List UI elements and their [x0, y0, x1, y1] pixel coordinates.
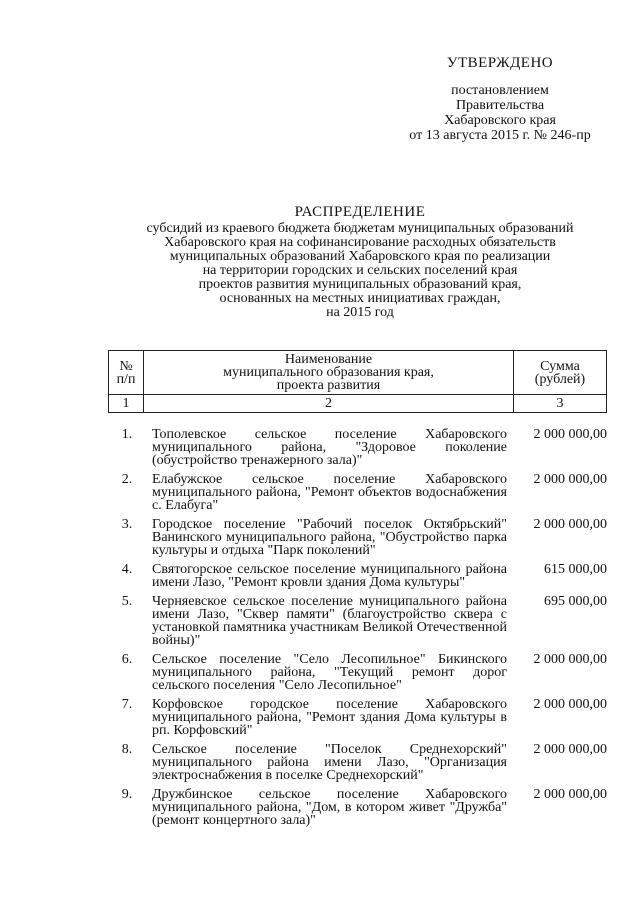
row-name: Елабужское сельское поселение Хабаровского муниципального района, "Ремонт объектов водоснабжения с. Елабуга" — [152, 472, 507, 513]
row-sum: 2 000 000,00 — [533, 697, 607, 712]
row-number: 7. — [121, 697, 133, 712]
table-row — [108, 563, 607, 589]
title-main: РАСПРЕДЕЛЕНИЕ — [294, 204, 426, 220]
table-row — [108, 698, 607, 737]
column-index-3: 3 — [514, 395, 607, 413]
row-sum: 2 000 000,00 — [533, 787, 607, 802]
row-number: 4. — [121, 562, 133, 577]
approval-line-2: Правительства — [455, 98, 545, 113]
header-name-line: Наименование — [284, 352, 373, 367]
header-sum-unit: (рублей) — [534, 371, 586, 387]
table-body — [108, 428, 607, 833]
row-sum: 2 000 000,00 — [533, 742, 607, 757]
row-name: Тополевское сельское поселение Хабаровского муниципального района, "Здоровое поколение (обустройство тренажерного зала)" — [152, 427, 507, 468]
header-number-symbol: № — [119, 358, 133, 374]
title-line: основанных на местных инициативах граждан, — [219, 291, 501, 306]
header-number-abbr: п/п — [116, 371, 136, 387]
header-name — [144, 351, 514, 395]
header-sum-line: Сумма — [540, 358, 580, 374]
title-line: Хабаровского края на софинансирование расходных обязательств — [164, 235, 556, 250]
approval-line-4: от 13 августа 2015 г. № 246-пр — [409, 128, 591, 143]
row-name: Дружбинское сельское поселение Хабаровского муниципального района, "Дом, в котором живет "Дружба" (ремонт концертного зала)" — [152, 787, 507, 828]
approval-line-1: постановлением — [451, 83, 549, 98]
title-line: на 2015 год — [326, 305, 394, 320]
document-title — [100, 205, 620, 320]
column-index-2: 2 — [144, 395, 514, 413]
header-name-line: муниципального образования края, — [223, 365, 434, 380]
row-sum: 695 000,00 — [544, 594, 607, 609]
approval-stamp — [380, 56, 620, 143]
row-name: Черняевское сельское поселение муниципального района имени Лазо, "Сквер памяти" (благоустройство сквера с установкой памятника участникам Великой Отечественной войны)" — [152, 594, 507, 648]
row-sum: 2 000 000,00 — [533, 517, 607, 532]
row-number: 8. — [121, 742, 133, 757]
table-row — [108, 518, 607, 557]
table-row — [108, 653, 607, 692]
header-sum — [514, 351, 607, 395]
table-header — [108, 350, 607, 413]
row-name: Городское поселение "Рабочий поселок Октябрьский" Ванинского муниципального района, "Обустройство парка культуры и отдыха "Парк поколений" — [152, 517, 507, 558]
table-row — [108, 788, 607, 827]
row-name: Сельское поселение "Поселок Среднехорский" муниципального района имени Лазо, "Организация электроснабжения в поселке Среднехорский" — [152, 742, 507, 783]
title-line: муниципальных образований Хабаровского края по реализации — [169, 249, 551, 264]
row-name: Сельское поселение "Село Лесопильное" Бикинского муниципального района, "Текущий ремонт дорог сельского поселения "Село Лесопильное" — [152, 652, 507, 693]
row-number: 3. — [121, 517, 133, 532]
table-row — [108, 595, 607, 647]
row-sum: 615 000,00 — [544, 562, 607, 577]
title-line: субсидий из краевого бюджета бюджетам муниципальных образований — [146, 221, 574, 236]
table-row — [108, 428, 607, 467]
title-line: на территории городских и сельских поселений края — [202, 263, 518, 278]
approval-heading: УТВЕРЖДЕНО — [446, 55, 554, 71]
row-name: Корфовское городское поселение Хабаровского муниципального района, "Ремонт здания Дома культуры в рп. Корфовский" — [152, 697, 507, 738]
row-sum: 2 000 000,00 — [533, 472, 607, 487]
row-sum: 2 000 000,00 — [533, 652, 607, 667]
approval-line-3: Хабаровского края — [444, 113, 556, 128]
header-name-line: проекта развития — [276, 378, 381, 393]
table-row — [108, 743, 607, 782]
row-number: 9. — [121, 787, 133, 802]
header-number — [109, 351, 144, 395]
row-number: 2. — [121, 472, 133, 487]
title-line: проектов развития муниципальных образований края, — [198, 277, 522, 292]
table-row — [108, 473, 607, 512]
row-name: Святогорское сельское поселение муниципального района имени Лазо, "Ремонт кровли здания Дома культуры" — [152, 562, 507, 590]
row-sum: 2 000 000,00 — [533, 427, 607, 442]
column-index-1: 1 — [109, 395, 144, 413]
row-number: 6. — [121, 652, 133, 667]
row-number: 5. — [121, 594, 133, 609]
row-number: 1. — [121, 427, 133, 442]
